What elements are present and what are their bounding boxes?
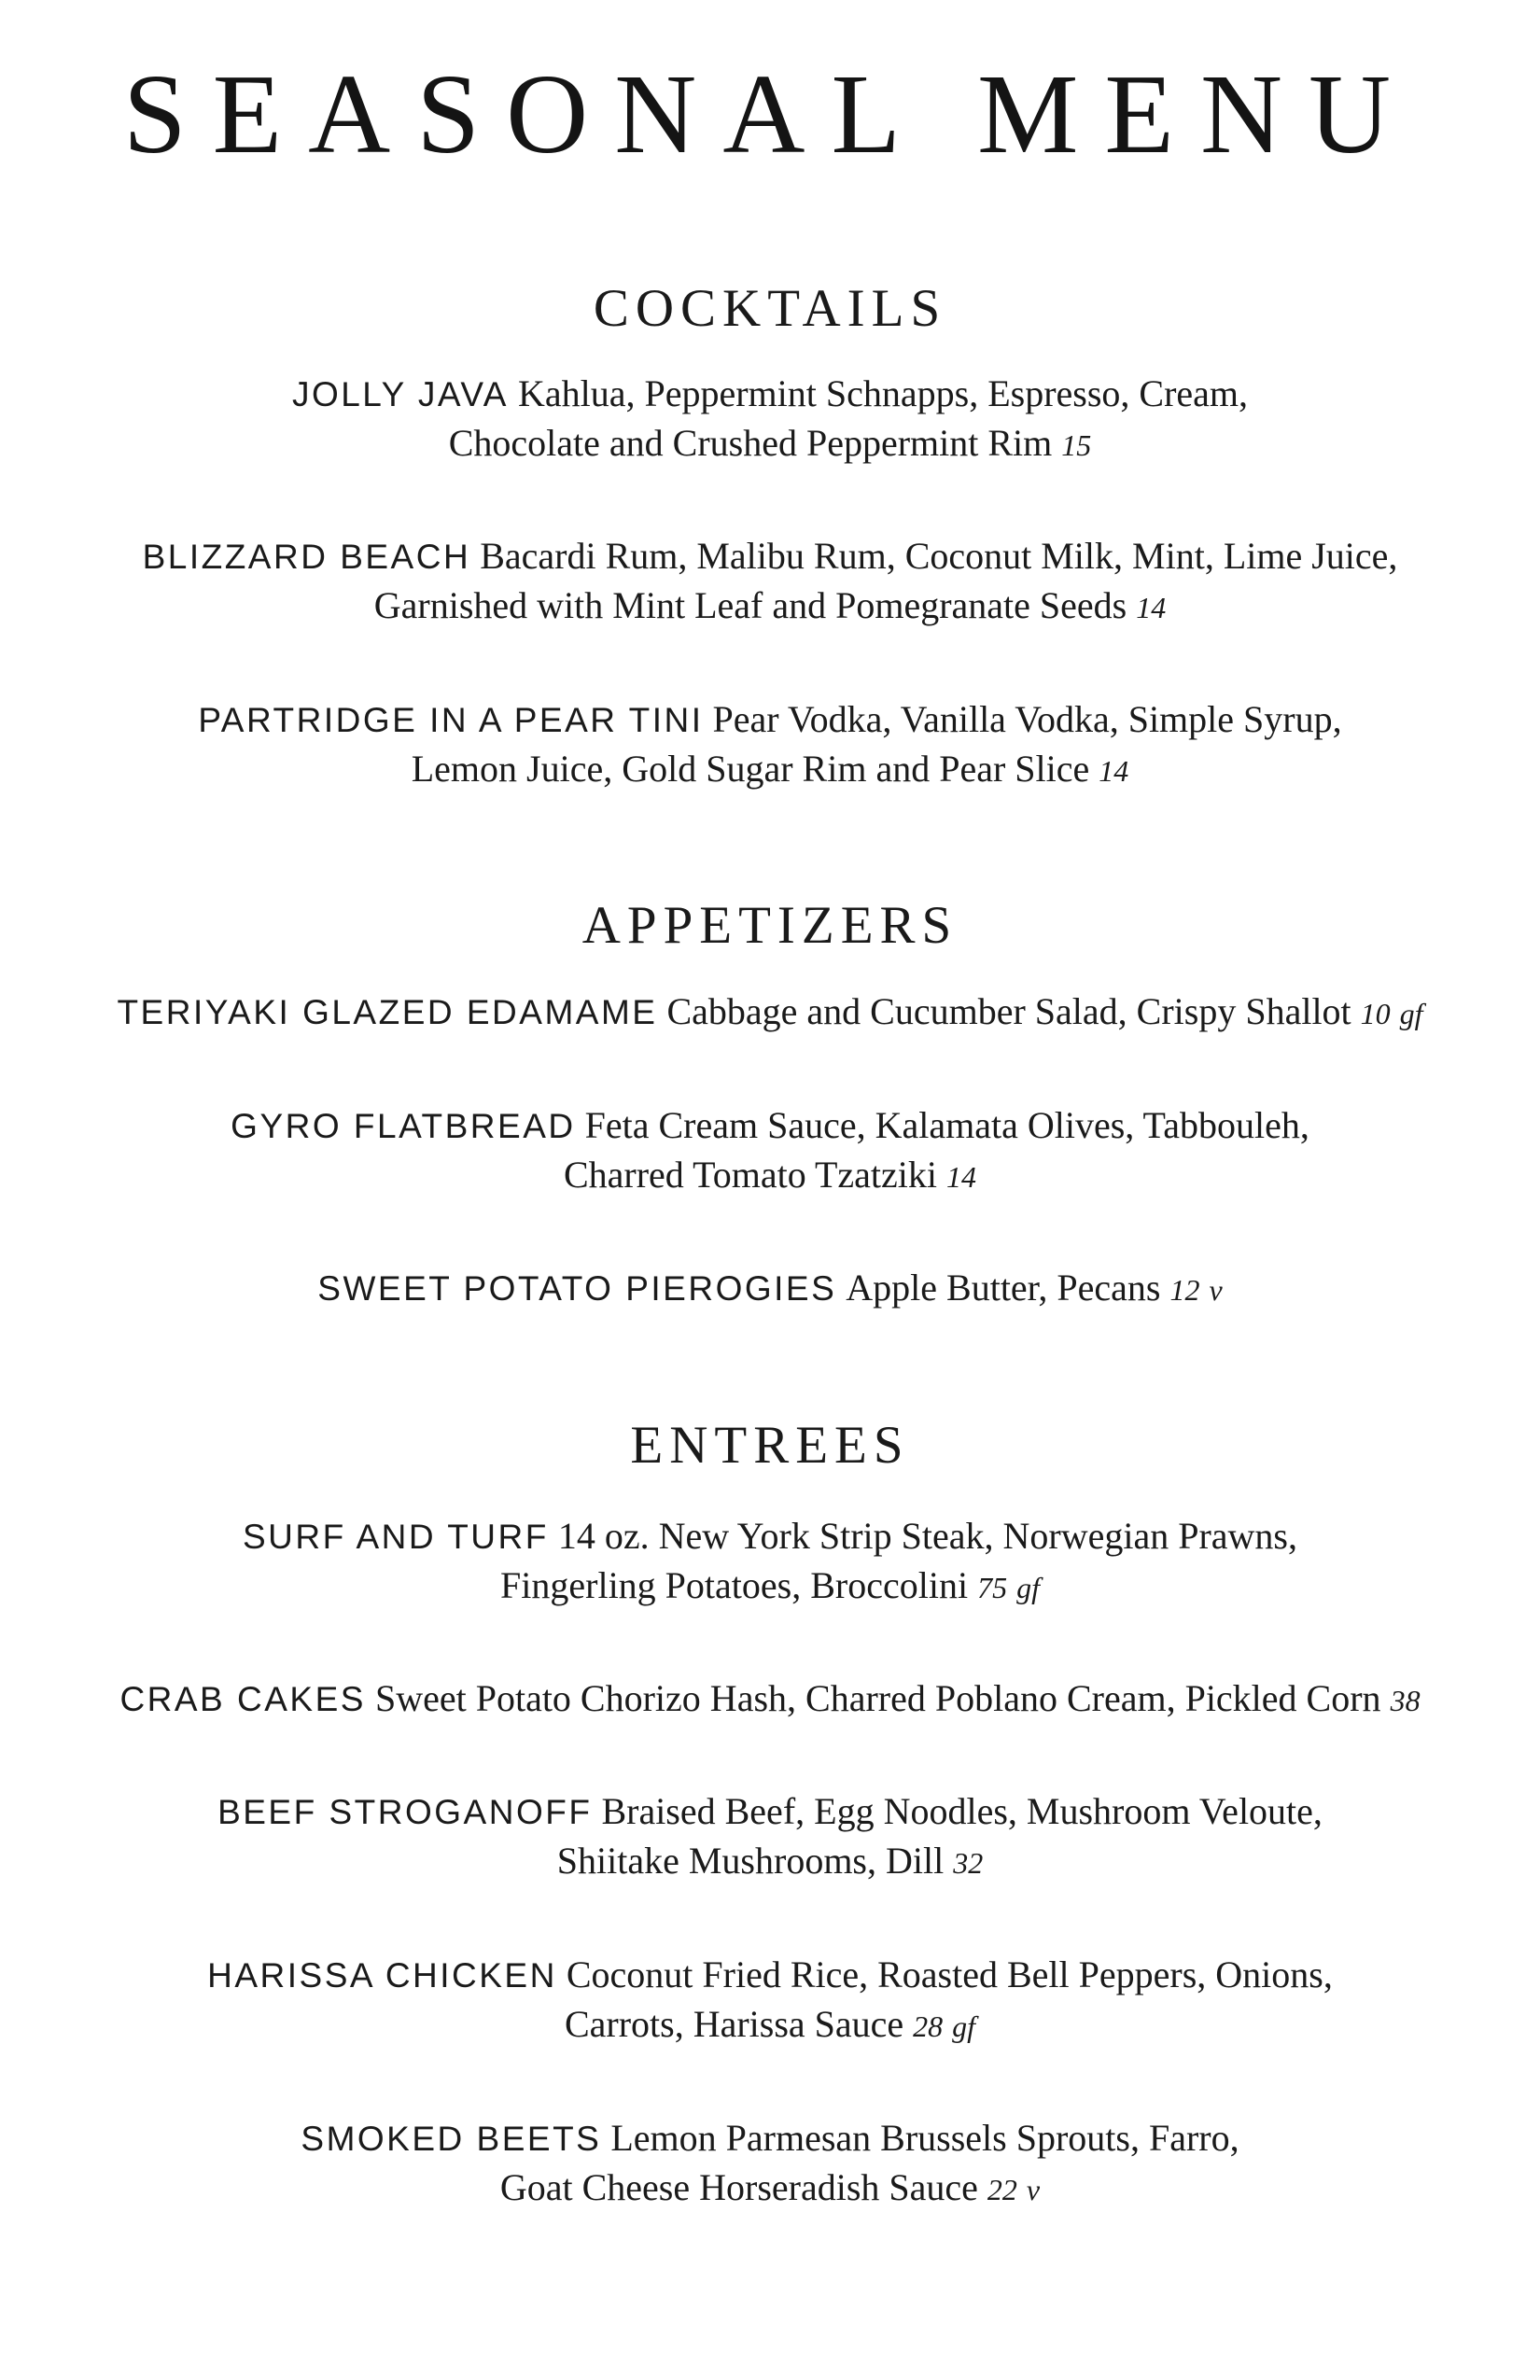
item-description: Kahlua, Peppermint Schnapps, Espresso, Cream, xyxy=(517,372,1249,414)
menu-item-blizzard-beach xyxy=(0,532,1540,632)
item-line-2 xyxy=(0,1837,1540,1887)
item-description: Lemon Parmesan Brussels Sprouts, Farro, xyxy=(610,2117,1239,2159)
item-description: Pear Vodka, Vanilla Vodka, Simple Syrup, xyxy=(712,698,1342,740)
item-description: 14 oz. New York Strip Steak, Norwegian Prawns, xyxy=(557,1515,1297,1557)
dietary-tag: v xyxy=(1209,1273,1223,1307)
item-line-1 xyxy=(0,1101,1540,1151)
item-name: SWEET POTATO PIEROGIES xyxy=(317,1269,837,1308)
item-line-2 xyxy=(0,581,1540,632)
menu-item-gyro-flatbread xyxy=(0,1101,1540,1201)
item-description: Braised Beef, Egg Noodles, Mushroom Veloute, xyxy=(601,1790,1323,1832)
item-name: HARISSA CHICKEN xyxy=(207,1956,557,1995)
item-description: Carrots, Harissa Sauce xyxy=(564,2003,904,2045)
dietary-tag: v xyxy=(1026,2173,1041,2206)
item-line-2 xyxy=(0,2000,1540,2051)
item-price: 14 xyxy=(1099,754,1129,788)
item-line-1 xyxy=(0,1787,1540,1837)
section-heading-entrees: ENTREES xyxy=(630,1416,910,1475)
item-line-1 xyxy=(0,532,1540,581)
item-name: GYRO FLATBREAD xyxy=(231,1107,576,1145)
item-line-2 xyxy=(0,745,1540,795)
item-line-2 xyxy=(0,1151,1540,1201)
menu-title: SEASONAL MENU xyxy=(122,51,1418,177)
item-line-1 xyxy=(0,1951,1540,2000)
item-name: JOLLY JAVA xyxy=(291,375,509,413)
item-description: Shiitake Mushrooms, Dill xyxy=(556,1840,945,1882)
menu-item-surf-and-turf xyxy=(0,1512,1540,1612)
item-price: 14 xyxy=(1136,591,1167,624)
item-line-1 xyxy=(0,1674,1540,1725)
item-price: 14 xyxy=(946,1160,977,1194)
item-description: Feta Cream Sauce, Kalamata Olives, Tabbouleh, xyxy=(584,1104,1309,1146)
item-line-1 xyxy=(0,370,1540,419)
item-line-2 xyxy=(0,419,1540,469)
item-price: 38 xyxy=(1390,1684,1421,1717)
item-description: Goat Cheese Horseradish Sauce xyxy=(499,2166,978,2208)
item-name: SMOKED BEETS xyxy=(301,2120,602,2158)
menu-item-partridge-in-a-pear-tini xyxy=(0,695,1540,795)
item-line-1 xyxy=(0,2114,1540,2163)
item-price: 15 xyxy=(1061,428,1092,462)
section-heading-cocktails: COCKTAILS xyxy=(593,279,947,338)
item-name: PARTRIDGE IN A PEAR TINI xyxy=(198,701,704,739)
section-heading-appetizers: APPETIZERS xyxy=(581,896,959,955)
menu-item-crab-cakes xyxy=(0,1674,1540,1725)
menu-item-jolly-java xyxy=(0,370,1540,469)
item-name: TERIYAKI GLAZED EDAMAME xyxy=(117,993,658,1031)
item-description: Cabbage and Cucumber Salad, Crispy Shallot xyxy=(666,990,1351,1032)
item-description: Charred Tomato Tzatziki xyxy=(563,1154,938,1196)
item-price: 32 xyxy=(953,1846,984,1880)
item-description: Chocolate and Crushed Peppermint Rim xyxy=(448,422,1053,464)
item-line-1 xyxy=(0,987,1540,1038)
item-line-2 xyxy=(0,2163,1540,2214)
item-line-1 xyxy=(0,1512,1540,1561)
item-price: 28 xyxy=(913,2009,944,2043)
item-line-1 xyxy=(0,1264,1540,1314)
item-description: Lemon Juice, Gold Sugar Rim and Pear Slice xyxy=(411,748,1090,790)
item-price: 75 xyxy=(977,1571,1008,1604)
dietary-tag: gf xyxy=(1399,997,1423,1030)
item-description: Garnished with Mint Leaf and Pomegranate Seeds xyxy=(373,584,1127,626)
item-description: Apple Butter, Pecans xyxy=(846,1267,1161,1309)
menu-item-harissa-chicken xyxy=(0,1951,1540,2051)
item-price: 12 xyxy=(1169,1273,1200,1307)
item-name: CRAB CAKES xyxy=(119,1680,366,1718)
item-price: 22 xyxy=(987,2173,1017,2206)
menu-item-smoked-beets xyxy=(0,2114,1540,2214)
dietary-tag: gf xyxy=(952,2009,976,2043)
item-name: BLIZZARD BEACH xyxy=(142,538,471,576)
menu-item-teriyaki-glazed-edamame xyxy=(0,987,1540,1038)
item-description: Sweet Potato Chorizo Hash, Charred Poblano Cream, Pickled Corn xyxy=(374,1677,1381,1719)
item-description: Coconut Fried Rice, Roasted Bell Peppers, Onions, xyxy=(566,1953,1333,1995)
item-description: Fingerling Potatoes, Broccolini xyxy=(500,1564,969,1606)
menu-item-sweet-potato-pierogies xyxy=(0,1264,1540,1314)
item-line-2 xyxy=(0,1561,1540,1612)
item-name: BEEF STROGANOFF xyxy=(217,1793,593,1831)
menu-item-beef-stroganoff xyxy=(0,1787,1540,1887)
dietary-tag: gf xyxy=(1016,1571,1040,1604)
item-description: Bacardi Rum, Malibu Rum, Coconut Milk, Mint, Lime Juice, xyxy=(480,535,1398,577)
item-name: SURF AND TURF xyxy=(243,1518,549,1556)
item-line-1 xyxy=(0,695,1540,745)
item-price: 10 xyxy=(1360,997,1391,1030)
